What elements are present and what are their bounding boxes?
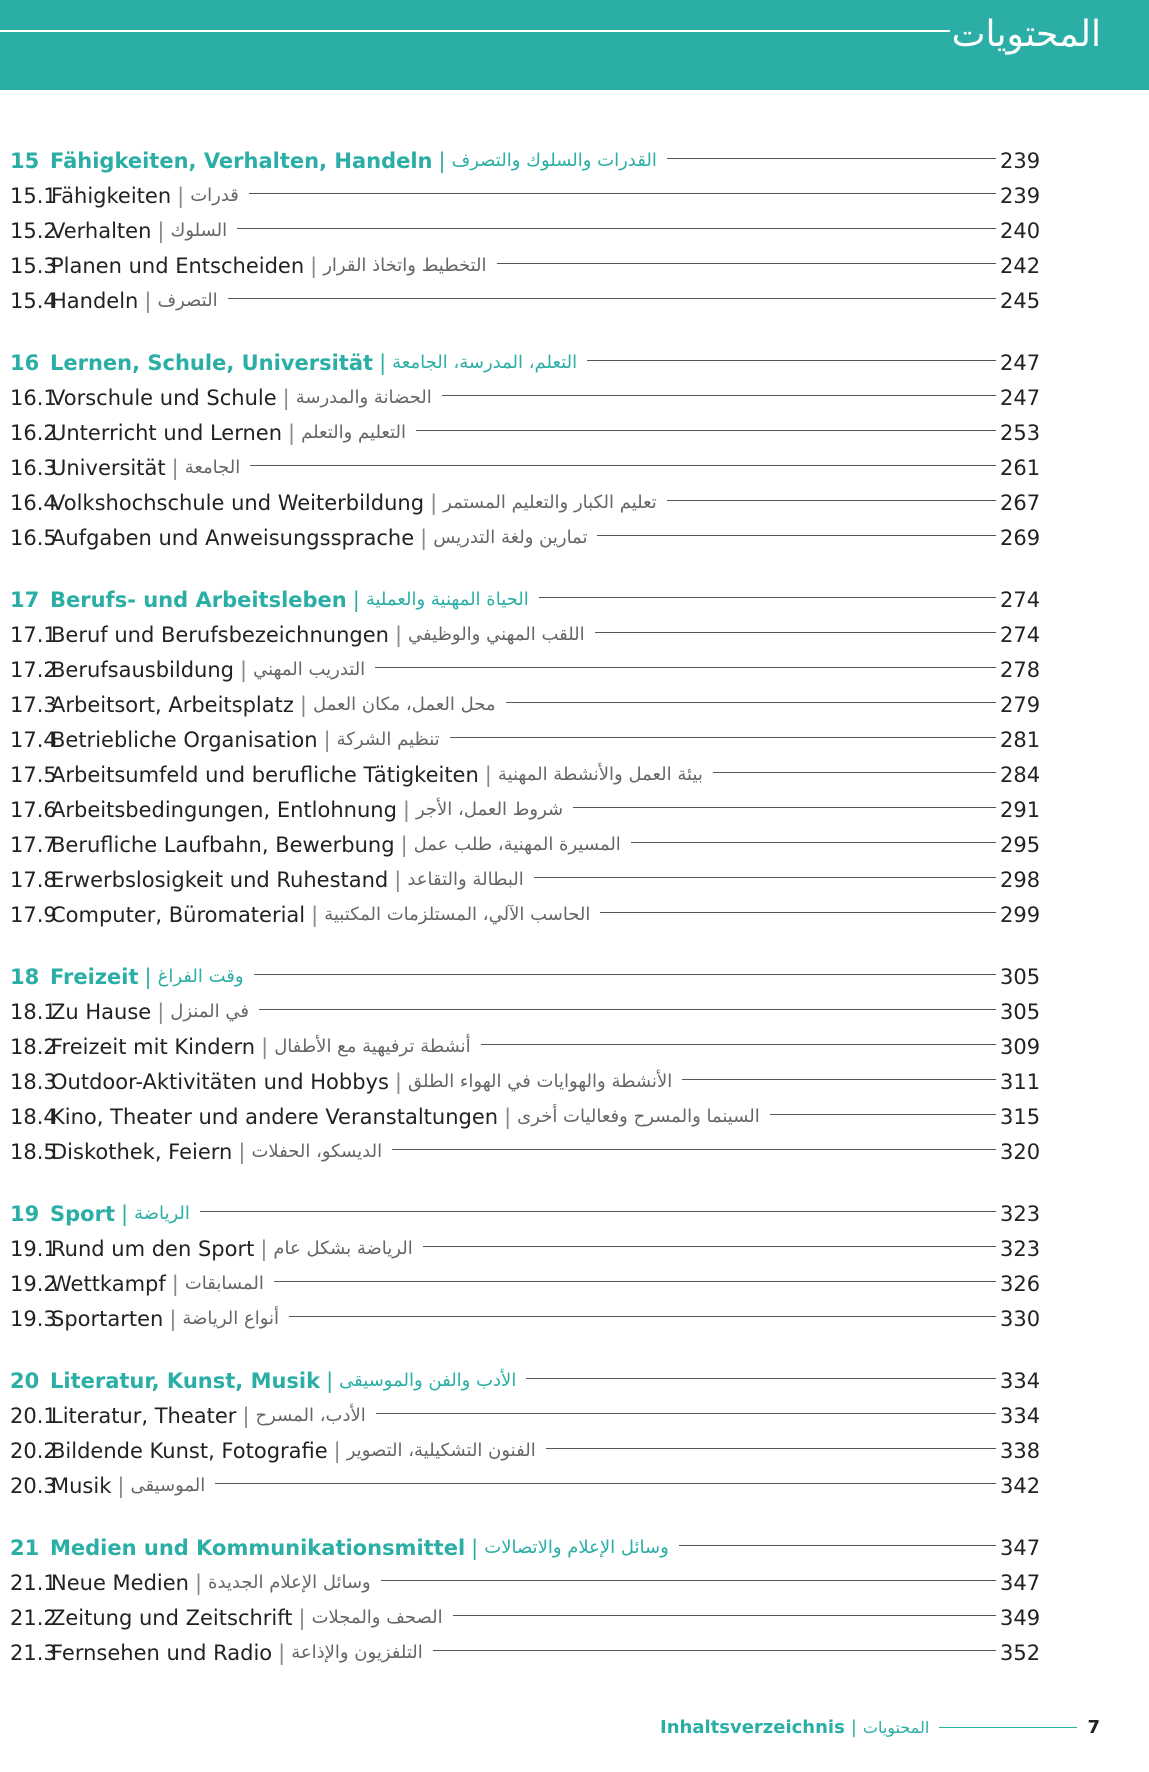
toc-section-row[interactable] <box>10 792 1041 827</box>
page-number: 7 <box>1087 1716 1100 1738</box>
entry-number: 21.2 <box>10 1605 57 1630</box>
leader-line <box>595 632 996 633</box>
chapter-gap <box>10 1169 1038 1196</box>
entry-title-ar: الصحف والمجلات <box>311 1607 443 1628</box>
entry-page-number: 352 <box>1000 1640 1041 1665</box>
entry-page-number: 240 <box>1000 218 1041 243</box>
toc-section-row[interactable] <box>10 485 1041 520</box>
entry-title-de: Fähigkeiten <box>51 183 172 208</box>
entry-title-de: Zeitung und Zeitschrift <box>51 1605 293 1630</box>
entry-separator: | <box>117 1473 125 1498</box>
entry-number: 17.7 <box>10 832 57 857</box>
toc-section-row[interactable] <box>10 380 1041 415</box>
toc-section-row[interactable] <box>10 1266 1041 1301</box>
entry-separator: | <box>282 385 290 410</box>
toc-section-row[interactable] <box>10 283 1041 318</box>
entry-page-number: 323 <box>1000 1201 1041 1226</box>
toc-chapter-row[interactable] <box>10 143 1041 178</box>
entry-title-ar: قدرات <box>190 185 239 206</box>
entry-title-ar: في المنزل <box>170 1001 249 1022</box>
entry-page-number: 299 <box>1000 902 1041 927</box>
toc-section-row[interactable] <box>10 722 1041 757</box>
entry-title-de: Freizeit mit Kindern <box>51 1034 256 1059</box>
entry-title-de: Berufs- und Arbeitsleben <box>50 587 347 612</box>
entry-separator: | <box>394 1069 402 1094</box>
toc-chapter-row[interactable] <box>10 1363 1041 1398</box>
toc-chapter-row[interactable] <box>10 1530 1041 1565</box>
entry-page-number: 247 <box>1000 385 1041 410</box>
toc-section-row[interactable] <box>10 415 1041 450</box>
entry-page-number: 267 <box>1000 490 1041 515</box>
entry-page-number: 305 <box>1000 964 1041 989</box>
entry-separator: | <box>144 288 152 313</box>
entry-title-ar: المسابقات <box>184 1273 264 1294</box>
toc-section-row[interactable] <box>10 757 1041 792</box>
entry-title-ar: محل العمل، مكان العمل <box>312 694 496 715</box>
entry-page-number: 274 <box>1000 622 1041 647</box>
leader-line <box>573 807 996 808</box>
entry-title-de: Outdoor-Aktivitäten und Hobbys <box>51 1069 389 1094</box>
entry-title-de: Computer, Büromaterial <box>51 902 306 927</box>
entry-page-number: 305 <box>1000 999 1041 1024</box>
entry-title-de: Freizeit <box>50 964 139 989</box>
toc-section-row[interactable] <box>10 994 1041 1029</box>
table-of-contents <box>10 143 1041 1670</box>
entry-title-de: Beruf und Berufsbezeichnungen <box>51 622 389 647</box>
leader-line <box>259 1009 996 1010</box>
entry-separator: | <box>278 1640 286 1665</box>
entry-title-de: Aufgaben und Anweisungssprache <box>51 525 415 550</box>
header-rule <box>0 30 950 32</box>
entry-number: 20.2 <box>10 1438 57 1463</box>
entry-separator: | <box>430 490 438 515</box>
entry-title-de: Fernsehen und Radio <box>51 1640 273 1665</box>
entry-page-number: 323 <box>1000 1236 1041 1261</box>
entry-number: 18.4 <box>10 1104 57 1129</box>
entry-page-number: 347 <box>1000 1535 1041 1560</box>
entry-separator: | <box>171 1271 179 1296</box>
entry-number: 15.1 <box>10 183 57 208</box>
entry-separator: | <box>310 253 318 278</box>
toc-section-row[interactable] <box>10 450 1041 485</box>
entry-number: 18.1 <box>10 999 57 1024</box>
entry-title-de: Literatur, Theater <box>51 1403 237 1428</box>
chapter-gap <box>10 555 1038 582</box>
entry-number: 16.4 <box>10 490 57 515</box>
entry-page-number: 269 <box>1000 525 1041 550</box>
toc-section-row[interactable] <box>10 687 1041 722</box>
entry-title-ar: تنظيم الشركة <box>336 729 440 750</box>
toc-section-row[interactable] <box>10 1565 1041 1600</box>
entry-number: 16.2 <box>10 420 57 445</box>
chapter-gap <box>10 318 1038 345</box>
entry-page-number: 281 <box>1000 727 1041 752</box>
entry-title-de: Kino, Theater und andere Veranstaltungen <box>51 1104 499 1129</box>
header-band <box>0 0 1149 90</box>
leader-line <box>254 974 996 975</box>
leader-line <box>631 842 996 843</box>
entry-title-ar: التعليم والتعلم <box>301 422 407 443</box>
chapter-gap <box>10 1336 1038 1363</box>
toc-chapter-row[interactable] <box>10 582 1041 617</box>
entry-title-ar: التلفزيون والإذاعة <box>291 1642 423 1663</box>
entry-title-ar: أنشطة ترفيهية مع الأطفال <box>274 1036 471 1057</box>
entry-title-de: Zu Hause <box>51 999 152 1024</box>
entry-page-number: 291 <box>1000 797 1041 822</box>
entry-separator: | <box>177 183 185 208</box>
entry-page-number: 279 <box>1000 692 1041 717</box>
entry-page-number: 239 <box>1000 148 1041 173</box>
entry-title-de: Arbeitsort, Arbeitsplatz <box>51 692 294 717</box>
leader-line <box>237 228 996 229</box>
leader-line <box>442 395 996 396</box>
leader-line <box>506 702 996 703</box>
entry-number: 17.8 <box>10 867 57 892</box>
entry-separator: | <box>242 1403 250 1428</box>
toc-section-row[interactable] <box>10 1134 1041 1169</box>
toc-chapter-row[interactable] <box>10 1196 1041 1231</box>
entry-page-number: 334 <box>1000 1368 1041 1393</box>
toc-section-row[interactable] <box>10 1231 1041 1266</box>
entry-separator: | <box>238 1139 246 1164</box>
leader-line <box>228 298 996 299</box>
leader-line <box>679 1545 996 1546</box>
entry-page-number: 253 <box>1000 420 1041 445</box>
leader-line <box>375 667 996 668</box>
entry-title-ar: وقت الفراغ <box>157 966 244 987</box>
entry-number: 17.1 <box>10 622 57 647</box>
footer <box>660 1712 1100 1742</box>
entry-title-ar: البطالة والتقاعد <box>407 869 524 890</box>
footer-title-ar: المحتويات <box>862 1717 930 1737</box>
entry-separator: | <box>352 587 360 612</box>
entry-title-ar: الأنشطة والهوايات في الهواء الطلق <box>407 1071 673 1092</box>
entry-number: 16.5 <box>10 525 57 550</box>
entry-title-de: Sportarten <box>51 1306 164 1331</box>
entry-number: 16 <box>10 350 40 375</box>
entry-title-ar: الحضانة والمدرسة <box>295 387 432 408</box>
toc-section-row[interactable] <box>10 1029 1041 1064</box>
entry-separator: | <box>171 455 179 480</box>
entry-title-de: Diskothek, Feiern <box>51 1139 233 1164</box>
leader-line <box>539 597 996 598</box>
entry-separator: | <box>420 525 428 550</box>
entry-page-number: 247 <box>1000 350 1041 375</box>
entry-title-de: Musik <box>51 1473 112 1498</box>
entry-title-de: Medien und Kommunikationsmittel <box>50 1535 466 1560</box>
entry-number: 19.3 <box>10 1306 57 1331</box>
entry-title-de: Bildende Kunst, Fotografie <box>51 1438 328 1463</box>
leader-line <box>481 1044 996 1045</box>
entry-page-number: 326 <box>1000 1271 1041 1296</box>
toc-section-row[interactable] <box>10 1635 1041 1670</box>
entry-title-ar: الديسكو، الحفلات <box>251 1141 383 1162</box>
footer-title-de: Inhaltsverzeichnis <box>660 1716 845 1738</box>
entry-page-number: 338 <box>1000 1438 1041 1463</box>
entry-separator: | <box>288 420 296 445</box>
entry-title-ar: الجامعة <box>184 457 241 478</box>
leader-line <box>249 193 996 194</box>
entry-number: 21.1 <box>10 1570 57 1595</box>
toc-chapter-row[interactable] <box>10 345 1041 380</box>
toc-section-row[interactable] <box>10 1433 1041 1468</box>
entry-title-de: Sport <box>50 1201 115 1226</box>
entry-number: 17.2 <box>10 657 57 682</box>
leader-line <box>526 1378 996 1379</box>
entry-separator: | <box>438 148 446 173</box>
leader-line <box>587 360 996 361</box>
entry-separator: | <box>484 762 492 787</box>
toc-section-row[interactable] <box>10 827 1041 862</box>
leader-line <box>682 1079 996 1080</box>
entry-title-ar: الحياة المهنية والعملية <box>365 589 529 610</box>
entry-title-de: Arbeitsumfeld und berufliche Tätigkeiten <box>51 762 479 787</box>
entry-separator: | <box>394 867 402 892</box>
leader-line <box>250 465 996 466</box>
leader-line <box>770 1114 996 1115</box>
entry-number: 20 <box>10 1368 40 1393</box>
entry-title-ar: وسائل الإعلام الجديدة <box>208 1572 371 1593</box>
entry-number: 17.9 <box>10 902 57 927</box>
leader-line <box>376 1413 996 1414</box>
entry-separator: | <box>260 1236 268 1261</box>
toc-section-row[interactable] <box>10 652 1041 687</box>
toc-section-row[interactable] <box>10 1301 1041 1336</box>
leader-line <box>534 877 996 878</box>
entry-title-ar: أنواع الرياضة <box>182 1308 280 1329</box>
entry-separator: | <box>323 727 331 752</box>
entry-title-ar: السينما والمسرح وفعاليات أخرى <box>517 1106 760 1127</box>
entry-page-number: 274 <box>1000 587 1041 612</box>
entry-title-ar: الرياضة <box>134 1203 190 1224</box>
entry-page-number: 239 <box>1000 183 1041 208</box>
leader-line <box>450 737 996 738</box>
leader-line <box>392 1149 996 1150</box>
entry-title-ar: الحاسب الآلي، المستلزمات المكتبية <box>324 904 591 925</box>
toc-section-row[interactable] <box>10 617 1041 652</box>
entry-title-ar: التصرف <box>157 290 218 311</box>
entry-title-ar: بيئة العمل والأنشطة المهنية <box>497 764 703 785</box>
entry-page-number: 311 <box>1000 1069 1041 1094</box>
entry-title-ar: اللقب المهني والوظيفي <box>408 624 585 645</box>
entry-page-number: 284 <box>1000 762 1041 787</box>
leader-line <box>453 1615 996 1616</box>
toc-section-row[interactable] <box>10 213 1041 248</box>
toc-section-row[interactable] <box>10 1398 1041 1433</box>
leader-line <box>433 1650 996 1651</box>
entry-title-de: Literatur, Kunst, Musik <box>50 1368 321 1393</box>
entry-separator: | <box>157 999 165 1024</box>
chapter-gap <box>10 1503 1038 1530</box>
toc-section-row[interactable] <box>10 1468 1041 1503</box>
entry-title-ar: تمارين ولغة التدريس <box>433 527 588 548</box>
entry-number: 15.4 <box>10 288 57 313</box>
entry-number: 17.5 <box>10 762 57 787</box>
footer-separator: | <box>850 1716 857 1738</box>
entry-title-de: Fähigkeiten, Verhalten, Handeln <box>50 148 433 173</box>
entry-page-number: 347 <box>1000 1570 1041 1595</box>
entry-title-de: Wettkampf <box>51 1271 166 1296</box>
entry-title-de: Unterricht und Lernen <box>51 420 283 445</box>
toc-section-row[interactable] <box>10 1600 1041 1635</box>
entry-number: 15.3 <box>10 253 57 278</box>
entry-title-de: Lernen, Schule, Universität <box>50 350 374 375</box>
leader-line <box>713 772 996 773</box>
entry-number: 16.1 <box>10 385 57 410</box>
entry-page-number: 320 <box>1000 1139 1041 1164</box>
entry-number: 19.2 <box>10 1271 57 1296</box>
toc-section-row[interactable] <box>10 248 1041 283</box>
toc-section-row[interactable] <box>10 520 1041 555</box>
entry-page-number: 278 <box>1000 657 1041 682</box>
entry-page-number: 349 <box>1000 1605 1041 1630</box>
toc-section-row[interactable] <box>10 897 1041 932</box>
entry-separator: | <box>311 902 319 927</box>
entry-number: 20.3 <box>10 1473 57 1498</box>
entry-separator: | <box>194 1570 203 1595</box>
entry-number: 20.1 <box>10 1403 57 1428</box>
entry-number: 17.3 <box>10 692 57 717</box>
entry-title-ar: الأدب والفن والموسيقى <box>339 1370 517 1391</box>
entry-title-ar: التدريب المهني <box>253 659 366 680</box>
leader-line <box>546 1448 996 1449</box>
entry-number: 15.2 <box>10 218 57 243</box>
entry-page-number: 261 <box>1000 455 1041 480</box>
entry-title-de: Planen und Entscheiden <box>51 253 305 278</box>
entry-title-de: Rund um den Sport <box>51 1236 255 1261</box>
entry-separator: | <box>299 692 307 717</box>
entry-title-ar: شروط العمل، الأجر <box>415 799 564 820</box>
entry-title-de: Erwerbslosigkeit und Ruhestand <box>51 867 389 892</box>
entry-title-ar: وسائل الإعلام والاتصالات <box>484 1537 669 1558</box>
entry-page-number: 334 <box>1000 1403 1041 1428</box>
leader-line <box>416 430 996 431</box>
page-title: المحتويات <box>951 14 1101 55</box>
toc-section-row[interactable] <box>10 1064 1041 1099</box>
entry-page-number: 342 <box>1000 1473 1041 1498</box>
leader-line <box>597 535 996 536</box>
entry-title-de: Verhalten <box>51 218 152 243</box>
entry-number: 19.1 <box>10 1236 57 1261</box>
entry-separator: | <box>504 1104 512 1129</box>
entry-page-number: 295 <box>1000 832 1041 857</box>
entry-title-ar: الفنون التشكيلية، التصوير <box>346 1440 536 1461</box>
entry-page-number: 309 <box>1000 1034 1041 1059</box>
entry-page-number: 245 <box>1000 288 1041 313</box>
entry-number: 15 <box>10 148 40 173</box>
entry-separator: | <box>120 1201 129 1226</box>
entry-separator: | <box>240 657 248 682</box>
leader-line <box>215 1483 996 1484</box>
entry-title-de: Universität <box>51 455 166 480</box>
entry-title-ar: القدرات والسلوك والتصرف <box>451 150 657 171</box>
leader-line <box>423 1246 996 1247</box>
entry-title-de: Betriebliche Organisation <box>51 727 318 752</box>
toc-section-row[interactable] <box>10 1099 1041 1134</box>
entry-number: 18.5 <box>10 1139 57 1164</box>
toc-chapter-row[interactable] <box>10 959 1041 994</box>
entry-separator: | <box>394 622 403 647</box>
entry-title-ar: المسيرة المهنية، طلب عمل <box>413 834 621 855</box>
entry-title-de: Volkshochschule und Weiterbildung <box>51 490 425 515</box>
entry-number: 18 <box>10 964 40 989</box>
entry-number: 18.3 <box>10 1069 57 1094</box>
leader-line <box>289 1316 996 1317</box>
entry-page-number: 298 <box>1000 867 1041 892</box>
entry-number: 17.6 <box>10 797 57 822</box>
entry-separator: | <box>326 1368 334 1393</box>
entry-page-number: 330 <box>1000 1306 1041 1331</box>
entry-separator: | <box>261 1034 269 1059</box>
leader-line <box>667 500 996 501</box>
entry-number: 17 <box>10 587 40 612</box>
entry-title-ar: التعلم، المدرسة، الجامعة <box>392 352 578 373</box>
entry-title-ar: الرياضة بشكل عام <box>273 1238 413 1259</box>
chapter-gap <box>10 932 1038 959</box>
entry-title-de: Vorschule und Schule <box>51 385 277 410</box>
leader-line <box>600 912 996 913</box>
entry-number: 18.2 <box>10 1034 57 1059</box>
entry-separator: | <box>157 218 165 243</box>
entry-title-de: Handeln <box>51 288 139 313</box>
footer-rule <box>939 1727 1077 1728</box>
entry-title-ar: التخطيط واتخاذ القرار <box>323 255 487 276</box>
entry-separator: | <box>402 797 410 822</box>
entry-title-de: Berufliche Laufbahn, Bewerbung <box>51 832 395 857</box>
entry-title-ar: الأدب، المسرح <box>255 1405 366 1426</box>
entry-number: 21 <box>10 1535 40 1560</box>
entry-title-ar: تعليم الكبار والتعليم المستمر <box>443 492 657 513</box>
entry-separator: | <box>333 1438 341 1463</box>
leader-line <box>667 158 996 159</box>
entry-title-de: Arbeitsbedingungen, Entlohnung <box>51 797 397 822</box>
entry-separator: | <box>379 350 387 375</box>
entry-number: 16.3 <box>10 455 57 480</box>
entry-separator: | <box>400 832 408 857</box>
entry-separator: | <box>298 1605 306 1630</box>
entry-page-number: 315 <box>1000 1104 1041 1129</box>
entry-separator: | <box>144 964 152 989</box>
entry-title-de: Berufsausbildung <box>51 657 235 682</box>
entry-page-number: 242 <box>1000 253 1041 278</box>
entry-title-ar: السلوك <box>170 220 228 241</box>
entry-number: 19 <box>10 1201 40 1226</box>
entry-title-de: Neue Medien <box>51 1570 189 1595</box>
leader-line <box>200 1211 996 1212</box>
entry-title-ar: الموسيقى <box>130 1475 206 1496</box>
toc-section-row[interactable] <box>10 862 1041 897</box>
leader-line <box>274 1281 996 1282</box>
entry-separator: | <box>169 1306 177 1331</box>
entry-separator: | <box>471 1535 479 1560</box>
leader-line <box>381 1580 996 1581</box>
toc-section-row[interactable] <box>10 178 1041 213</box>
entry-number: 17.4 <box>10 727 57 752</box>
entry-number: 21.3 <box>10 1640 57 1665</box>
leader-line <box>497 263 996 264</box>
